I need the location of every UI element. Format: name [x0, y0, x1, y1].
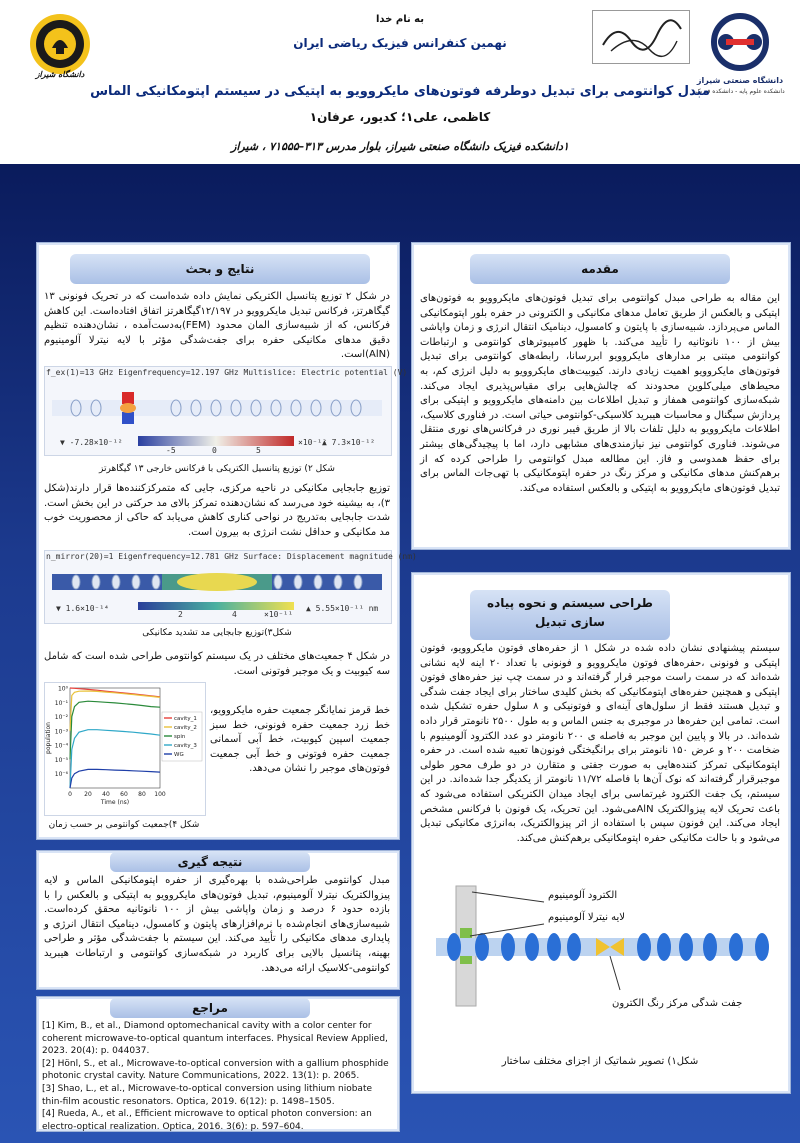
series-line-cavity_3 [70, 730, 160, 788]
x-axis-label: Time (ns) [100, 799, 130, 806]
intro-heading: مقدمه [470, 254, 730, 284]
bismillah: به نام خدا [375, 14, 425, 25]
figure3-tick-2: 4 [232, 610, 237, 619]
legend-entry: spin [174, 734, 186, 740]
figure2-caption: شکل ۲) توزیع پتانسیل الکتریکی با فرکانس خارجی ۱۳ گیگاهرتز [99, 464, 335, 474]
reference-item: [4] Rueda, A., et al., Efficient microwave to optical photon conversion: an electro-optical realization. Optica, 2016. 3(6): p. 597–604. [42, 1109, 372, 1132]
figure4-caption: شکل ۴)جمعیت کوانتومی بر حسب زمان [48, 820, 200, 830]
y-tick-label: 10⁻⁵ [54, 756, 68, 764]
shiraz-tech-logo-subtext: دانشکده علوم پایه - دانشکده فیزیک [695, 88, 785, 95]
y-axis-label: population [45, 722, 52, 754]
figure2-tick-1: -5 [166, 446, 176, 455]
label-color-center-coupling: جفت شدگی مرکز رنگ الکترون [612, 998, 743, 1009]
legend-entry: cavity_2 [174, 725, 197, 731]
figure3-max: ▲ 5.55×10⁻¹¹ nm [306, 604, 379, 613]
affiliation: ۱دانشکده فیزیک دانشگاه صنعتی شیراز، بلوار مدرس ۳۱۳–۷۱۵۵۵ ، شیراز [231, 140, 569, 153]
figure3-title: n_mirror(20)=1 Eigenfrequency=12.781 GHz Surface: Displacement magnitude (nm) [46, 552, 417, 561]
results-heading: نتایج و بحث [70, 254, 370, 284]
paper-title: مبدل کوانتومی برای تبدیل دوطرفه فوتون‌های مایکروویو به اپتیکی در سیستم اپتومکانیکی الماس [90, 84, 710, 99]
y-tick-label: 10⁻⁶ [54, 771, 68, 779]
figure2-title: f_ex(1)=13 GHz Eigenfrequency=12.197 GHz Multislice: Electric potential (V) [46, 368, 408, 377]
y-tick-label: 10⁻¹ [54, 699, 68, 707]
results-text-3: در شکل ۴ جمعیت‌های مختلف در یک سیستم کوانتومی طراحی شده است که شامل سه کیوبیت و یک موجبر فوتونی است. [44, 651, 390, 677]
design-heading: طراحی سیستم و نحوه پیاده سازی تبدیل [470, 590, 670, 640]
results-text-2: توزیع جابجایی مکانیکی در ناحیه مرکزی، جایی که متمرکزکننده‌ها قرار دارند(شکل ۳)، به بیشینه خود می‌رسد که نشان‌دهنده تمرکز بالای مد حرکتی در این بخش است. شدت جابجایی به‌تدریج در نواحی کناری کاهش می‌یابد که حاکی از محصوریت خوب مد مکانیکی و حداقل نشت انرژی به بیرون است. [44, 483, 390, 538]
label-aluminum-electrode: الکترود آلومینیوم [548, 890, 618, 901]
references-list [42, 1020, 392, 1133]
figure2-max: ▲ 7.3×10⁻¹² [322, 438, 375, 447]
figure2-min: ▼ -7.28×10⁻¹² [60, 438, 123, 447]
authors: کاظمی، علی۱؛ کدیور، عرفان۱ [309, 110, 491, 124]
series-line-WG [70, 769, 160, 788]
figure3-caption: شکل۳)توزیع جابجایی مد تشدید مکانیکی [142, 628, 292, 638]
x-tick-label: 40 [102, 791, 110, 798]
x-tick-label: 100 [154, 791, 166, 798]
x-tick-label: 20 [84, 791, 92, 798]
figure2-waveguide [46, 380, 388, 436]
figure3-colorbar [138, 602, 294, 610]
series-line-cavity_2 [70, 691, 160, 731]
results-text-4: خط قرمز نمایانگر جمعیت حفره مایکروویو، خط زرد جمعیت حفره فونونی، خط سبز جمعیت اسپین کیوبیت، خط آبی آسمانی جمعیت حفره فوتونی و خط آبی جمعیت فوتون‌های موجبر را نشان می‌دهد. [210, 705, 390, 775]
intro-text: این مقاله به طراحی مبدل کوانتومی برای تبدیل فوتون‌های مایکروویو به فوتون‌های اپتیکی و بالعکس از طریق تعامل مدهای مکانیکی و الکترونی در حفره بلور اپتومکانیکی الماس می‌پردازد. شبیه‌سازی با پایتون و کامسول، دینامیک انتقال انرژی و زمان واپاشی بیش از ۱۰۰ نانوثانیه را تأیید می‌کند. با ظهور کامپیوترهای کوانتومی و ارتباطات کوانتومی مبتنی بر مدارهای مایکروویو ابررسانا، رابطه‌های کوانتومی برای تبدیل فوتون‌های مایکروویو اهمیت زیادی دارند. کیوبیت‌های مایکروویو به دلیل انرژی کم، به محیط‌های میلی‌کلوین محدودند که چالش‌هایی برای مقیاس‌پذیری ایجاد می‌کند. شبکه‌سازی کوانتومی همفاز و تبدیل اطلاعات بین دامنه‌های مایکروویو و اپتیکی برای پردازش سیگنال و محاسبات هیبرید کلاسیکی-کوانتومی حیاتی است. در فناوری کلاسیک، اطلاعات مایکروویو به دلیل تلفات بالا از طریق فیبر نوری در فرکانس‌های نوری منتقل می‌شوند. فناوری کوانتومی نیز نیازمندی‌های مشابهی دارد، اما با پیچیدگی‌های بیشتر برای حفظ همدوسی و فاز. این مطالعه مبدل کوانتومی را طراحی کرده که از برهم‌کنش مدهای مکانیکی و مرکز رنگ در حفره اپتومکانیکی با تهی‌جات الماس برای تبدیل فوتون‌های مایکروویو به اپتیکی و بالعکس استفاده می‌کند. [420, 293, 781, 494]
figure3-tick-3: ×10⁻¹¹ [264, 610, 293, 619]
reference-item: [3] Shao, L., et al., Microwave-to-optical conversion using lithium niobate thin-film acoustic resonators. Optica, 2019. 6(12): p. 1498–1505. [42, 1083, 373, 1107]
y-tick-label: 10⁰ [57, 685, 68, 693]
legend-entry: cavity_1 [174, 716, 197, 722]
y-tick-label: 10⁻³ [54, 728, 68, 736]
conclusion-text: مبدل کوانتومی طراحی‌شده با بهره‌گیری از حفره اپتومکانیکی الماس و لایه پیزوالکتریک نیترلا آلومینیوم، تبدیل فوتون‌های مایکروویو به اپتیکی و بالعکس را با بازده حدود ۶ درصد و زمان واپاشی بیش از ۱۰۰ نانوثانیه محقق کرده‌است. شبیه‌سازی‌های انجام‌شده با نرم‌افزارهای پایتون و کامسول، دینامیک انتقال انرژی و پایداری مدهای مکانیکی را تأیید می‌کند. این سیستم با جفت‌شدگی مؤثر و طراحی بهینه، پتانسیل بالایی برای کاربرد در شبکه‌سازی کوانتومی و ارتباطات هیبرید کوانتومی-کلاسیک ارائه می‌دهد. [44, 875, 390, 974]
legend-entry: WG [174, 752, 184, 758]
x-tick-label: 80 [138, 791, 146, 798]
y-tick-label: 10⁻² [54, 714, 68, 722]
legend-entry: cavity_3 [174, 743, 197, 749]
figure2-colorbar [138, 436, 294, 446]
figure3-min: ▼ 1.6×10⁻¹⁴ [56, 604, 109, 613]
figure3-waveguide [46, 562, 388, 602]
conclusion-heading: نتیجه گیری [110, 852, 310, 872]
figure1-caption: شکل۱) تصویر شماتیک از اجزای مختلف ساختار [501, 1056, 699, 1067]
figure2-scale: ×10⁻¹² [298, 438, 327, 447]
shiraz-tech-logo-text: دانشگاه صنعتی شیراز [696, 76, 784, 85]
x-tick-label: 60 [120, 791, 128, 798]
figure4-population-chart [44, 682, 204, 814]
references-heading: مراجع [110, 998, 310, 1018]
y-tick-label: 10⁻⁴ [54, 742, 68, 750]
reference-item: [2] Hönl, S., et al., Microwave-to-optical conversion with a gallium phosphide photonic crystal cavity. Nature Communications, 2022. 13(1): p. 2065. [42, 1058, 389, 1082]
conference-name: نهمین کنفرانس فیزیک ریاضی ایران [293, 36, 507, 50]
figure3-tick-1: 2 [178, 610, 183, 619]
results-text-1: در شکل ۲ توزیع پتانسیل الکتریکی نمایش داده شده‌است که در تحریک فونونی ۱۳ گیگاهرتز، فرکانس تبدیل مایکروویو در ۱۲/۱۹۷گیگاهرتز اتفاق افتاده‌است. این کاهش فرکانس، که از شبیه‌سازی المان محدود (FEM)به‌دست‌آمده ، نشان‌دهنده تنظیم دقیق مدهای مکانیکی حفره برای جفت‌شدگی مؤثر با لایه نیترلا آلومینیوم (AlN)است. [44, 291, 390, 361]
figure2-tick-3: 5 [256, 446, 261, 455]
label-aln-layer: لایه نیترلا آلومینیوم [548, 912, 626, 923]
reference-item: [1] Kim, B., et al., Diamond optomechanical cavity with a color center for coherent microwave-to-optical quantum interfaces. Physical Review Applied, 2023. 20(4): p. 044037. [42, 1021, 388, 1057]
x-tick-label: 0 [68, 791, 72, 798]
shiraz-university-logo-text: دانشگاه شیراز [35, 70, 85, 79]
design-text: سیستم پیشنهادی نشان داده شده در شکل ۱ از حفره‌های فوتون مایکروویو، فوتون اپتیکی و فونونی ،حفره‌های فوتون مایکروویو و فونونی با تعداد ۲۰ اینه لایه نشانی شده‌اند که در سمت راست موجبر قرار گرفته‌اند و در سمت چپ نیز حفره‌های فوتون اپتیکی و همچنین حفره‌های اپتومکانیکی که بخش کلیدی ساختار برای ایجاد جفت شدگی و تبدیل هستند فقط از سلول‌های آینه‌ای و فوتونیکی و ۸ سلول حفره تشکیل شده است. تمامی این حفره‌ها در موجبری به جنس الماس و به طول ۲۵۰۰ نانومتر قرار داده شده‌اند. در بالا و پایین این موجبر به فاصله ی ۲۰۰ نانومتر دو عدد الکترود آلومینیوم با ضخامت ۲۰۰ و عرض ۱۵۰ نانومتر برای برانگیختگی فونون‌ها تعبیه شده است. در حفره اپتومکانیکی تمرکز کننده‌هایی به صورت جفتی و متقارن در دو طرف محور طولی موجبرقرار گرفته‌اند که نوک آن‌ها با فاصله ۱۱/۷۲ نانومتر از یکدیگر جدا شده‌اند. در این سیستم، یک جفت الکترود غیرتماسی برای ایجاد میدان الکتریکی استفاده می‌شود که باعث تحریک لایه پیزوالکتریک AlNمی‌شود. این تحریک، یک فونون با فرکانس مشخص ایجاد می‌کند. این فونون سپس با استفاده از اثر پیزوالکتریک، به‌انرژی مکانیکی تبدیل می‌شود و با حالت مکانیکی حفره اپتومکانیکی برهم‌کنش می‌کند. [420, 643, 781, 844]
figure2-tick-2: 0 [212, 446, 217, 455]
